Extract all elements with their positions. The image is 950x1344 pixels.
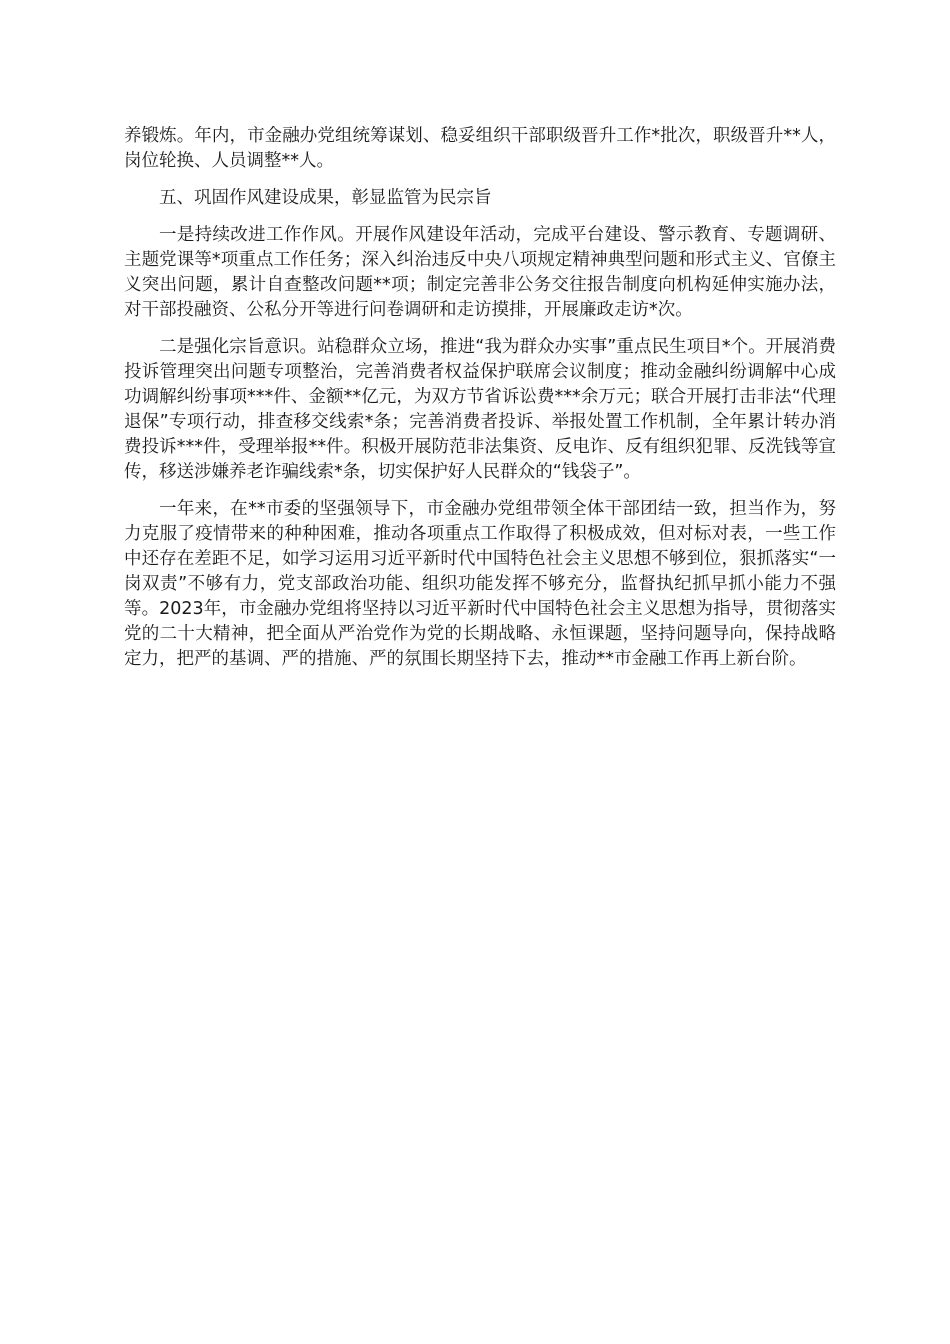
paragraph-purpose-awareness: 二是强化宗旨意识。站稳群众立场，推进“我为群众办实事”重点民生项目*个。开展消费投诉管理突出问题专项整治，完善消费者权益保护联席会议制度；推动金融纠纷调解中心成功调解纠纷事项***件、金额**亿元，为双方节省诉讼费***余万元；联合开展打击非法“代理退保”专项行动，排查移交线索*条；完善消费者投诉、举报处置工作机制，全年累计转办消费投诉***件，受理举报**件。积极开展防范非法集资、反电诈、反有组织犯罪、反洗钱等宣传，移送涉嫌养老诈骗线索*条，切实保护好人民群众的“钱袋子”。 [124, 337, 836, 482]
document-body [124, 124, 836, 684]
paragraph-annual-summary: 一年来，在**市委的坚强领导下，市金融办党组带领全体干部团结一致，担当作为，努力克服了疫情带来的种种困难，推动各项重点工作取得了积极成效，但对标对表，一些工作中还存在差距不足，如学习运用习近平新时代中国特色社会主义思想不够到位，狠抓落实“一岗双责”不够有力，党支部政治功能、组织功能发挥不够充分，监督执纪抓早抓小能力不强等。2023年，市金融办党组将坚持以习近平新时代中国特色社会主义思想为指导，贯彻落实党的二十大精神，把全面从严治党作为党的长期战略、永恒课题，坚持问题导向，保持战略定力，把严的基调、严的措施、严的氛围长期坚持下去，推动**市金融工作再上新台阶。 [124, 499, 836, 669]
paragraph-work-style: 一是持续改进工作作风。开展作风建设年活动，完成平台建设、警示教育、专题调研、主题党课等*项重点工作任务；深入纠治违反中央八项规定精神典型问题和形式主义、官僚主义突出问题，累计自查整改问题**项；制定完善非公务交往报告制度向机构延伸实施办法，对干部投融资、公私分开等进行问卷调研和走访摸排，开展廉政走访*次。 [124, 225, 836, 320]
section-heading-five: 五、巩固作风建设成果，彰显监管为民宗旨 [159, 188, 492, 208]
paragraph-continuation: 养锻炼。年内，市金融办党组统筹谋划、稳妥组织干部职级晋升工作*批次，职级晋升**人，岗位轮换、人员调整**人。 [124, 126, 836, 171]
